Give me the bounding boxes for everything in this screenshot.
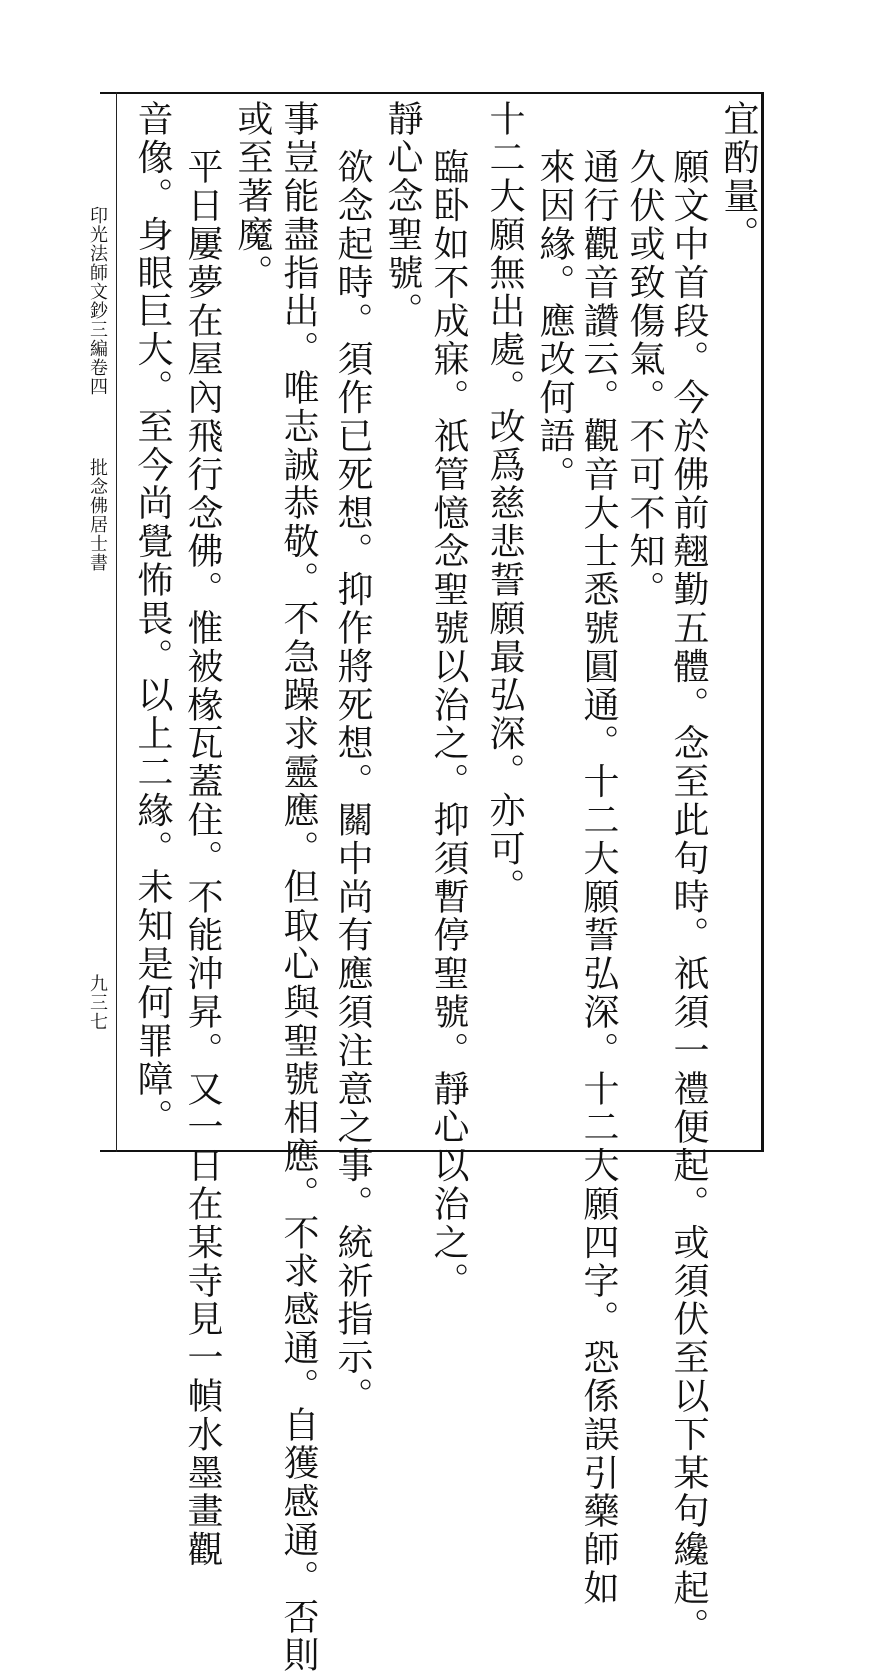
text-column-3: 久伏或致傷氣。不可不知。	[624, 148, 665, 609]
text-column-9: 欲念起時。須作已死想。抑作將死想。關中尚有應須注意之事。統祈指示。	[332, 148, 373, 1416]
running-header-section: 批念佛居士書	[87, 458, 108, 572]
running-header-book-title: 印光法師文鈔三編卷四	[87, 206, 108, 396]
text-column-6: 十二大願無出處。改爲慈悲誓願最弘深。亦可。	[484, 100, 525, 907]
text-column-2: 願文中首段。今於佛前翹勤五體。念至此句時。祇須一禮便起。或須伏至以下某句纔起。	[668, 148, 709, 1646]
page-frame-top-rule	[100, 92, 764, 94]
text-column-1: 宜酌量。	[718, 100, 759, 254]
text-column-5: 來因緣。應改何語。	[534, 148, 575, 494]
page-frame-left-rule	[116, 92, 117, 1152]
text-column-12: 平日屢夢在屋內飛行念佛。惟被椽瓦蓋住。不能沖昇。又一日在某寺見一幀水墨畫觀	[182, 148, 223, 1569]
text-column-7: 臨卧如不成寐。祇管憶念聖號以治之。抑須暫停聖號。靜心以治之。	[428, 148, 469, 1300]
text-column-11: 或至著魔。	[232, 100, 273, 292]
text-column-13: 音像。身眼巨大。至今尚覺怖畏。以上二緣。未知是何罪障。	[132, 100, 173, 1137]
text-column-10: 事豈能盡指出。唯志誠恭敬。不急躁求靈應。但取心與聖號相應。不求感通。自獲感通。否則	[278, 100, 319, 1674]
page-number: 九三七	[87, 974, 108, 1031]
text-column-4: 通行觀音讚云。觀音大士悉號圓通。十二大願誓弘深。十二大願四字。恐係誤引藥師如	[578, 148, 619, 1608]
page-frame-right-rule	[761, 92, 764, 1152]
text-column-8: 靜心念聖號。	[382, 100, 423, 331]
